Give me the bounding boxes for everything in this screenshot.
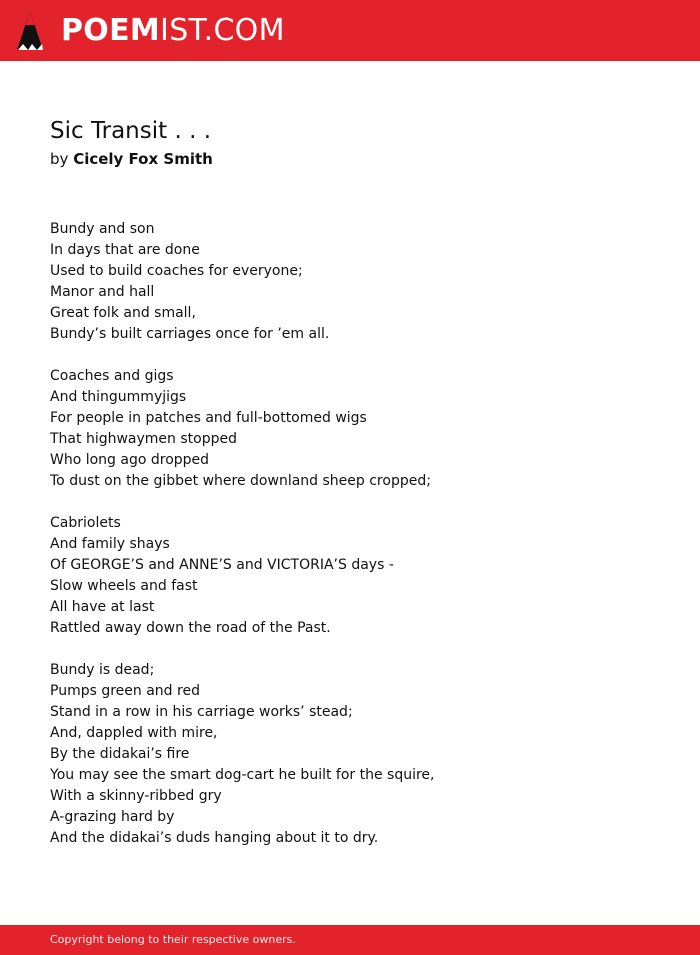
poem-line: Bundy and son: [50, 221, 155, 237]
poem-line: By the didakai’s fire: [50, 746, 190, 762]
poem-line: Bundy’s built carriages once for ’em all.: [50, 326, 330, 342]
poem-line: And, dappled with mire,: [50, 725, 218, 741]
poem-line: Rattled away down the road of the Past.: [50, 620, 331, 636]
poem-line: That highwaymen stopped: [50, 431, 237, 447]
poem-body: [50, 219, 650, 849]
poem-stanza-1: [50, 219, 650, 345]
poem-byline: [50, 149, 650, 169]
site-logo-text: [61, 13, 285, 48]
poem-line: Great folk and small,: [50, 305, 196, 321]
copyright-notice: Copyright belong to their respective owners.: [50, 933, 296, 946]
poem-line: And family shays: [50, 536, 170, 552]
poem-line: Manor and hall: [50, 284, 155, 300]
poem-line: Stand in a row in his carriage works’ stead;: [50, 704, 353, 720]
by-label: by: [50, 150, 69, 168]
logo-text-light: IST.COM: [160, 13, 285, 48]
poem-stanza-4: [50, 660, 650, 849]
poem-line: All have at last: [50, 599, 155, 615]
poem-line: In days that are done: [50, 242, 200, 258]
logo-text-strong: POEM: [61, 13, 161, 48]
site-header: [0, 0, 700, 61]
poem-line: And the didakai’s duds hanging about it to dry.: [50, 830, 379, 846]
poem-line: Pumps green and red: [50, 683, 200, 699]
poem-line: A-grazing hard by: [50, 809, 175, 825]
site-logo-link[interactable]: [16, 9, 285, 53]
poem-author: Cicely Fox Smith: [73, 150, 213, 168]
poem-stanza-2: [50, 366, 650, 492]
poem-line: With a skinny-ribbed gry: [50, 788, 222, 804]
poem-line: Used to build coaches for everyone;: [50, 263, 303, 279]
poem-line: Of GEORGE’S and ANNE’S and VICTORIA’S days -: [50, 557, 394, 573]
poem-stanza-3: [50, 513, 650, 639]
poem-line: Slow wheels and fast: [50, 578, 198, 594]
site-footer: [0, 925, 700, 955]
poem-line: You may see the smart dog-cart he built for the squire,: [50, 767, 435, 783]
pencil-tip-icon: [16, 10, 44, 52]
poem-line: For people in patches and full-bottomed wigs: [50, 410, 367, 426]
poem-line: Who long ago dropped: [50, 452, 210, 468]
poem-title: Sic Transit . . .: [50, 118, 211, 144]
poem-line: Bundy is dead;: [50, 662, 155, 678]
poem-line: And thingummyjigs: [50, 389, 187, 405]
poem-section: [50, 116, 650, 870]
poem-line: To dust on the gibbet where downland sheep cropped;: [50, 473, 431, 489]
poem-line: Cabriolets: [50, 515, 121, 531]
poem-line: Coaches and gigs: [50, 368, 174, 384]
